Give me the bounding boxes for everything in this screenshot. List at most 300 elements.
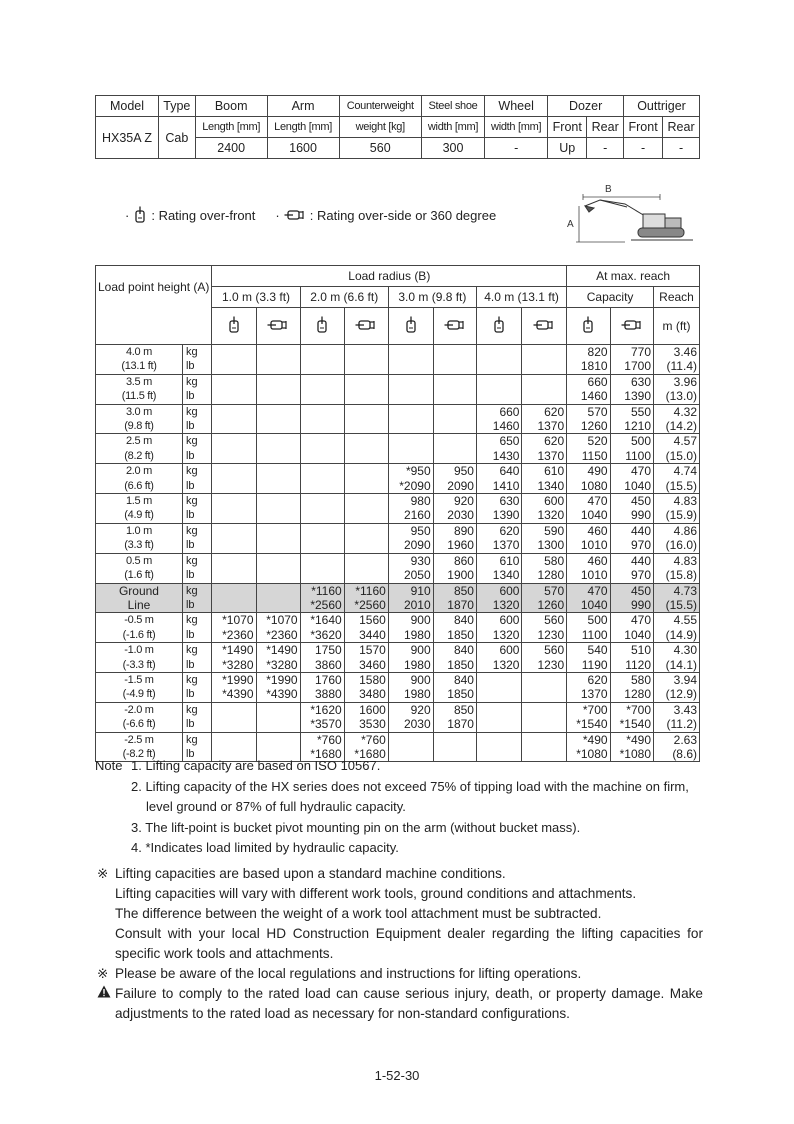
- table-cell: 950: [388, 523, 433, 538]
- table-cell: 620: [476, 523, 522, 538]
- rating-over-front-icon: [492, 316, 506, 334]
- load-radius-header: Load radius (B): [212, 266, 567, 287]
- table-cell: 3440: [344, 628, 388, 643]
- table-cell: 450: [610, 583, 653, 598]
- rating-over-side-icon: [355, 318, 377, 332]
- table-cell: 840: [433, 613, 476, 628]
- table-cell: [212, 702, 256, 717]
- table-cell: 850: [433, 583, 476, 598]
- table-cell: [433, 419, 476, 434]
- table-cell: [256, 494, 300, 509]
- table-row: [96, 359, 700, 374]
- table-cell: [212, 374, 256, 389]
- table-cell: [522, 359, 567, 374]
- row-unit: kg: [182, 583, 211, 598]
- label-a: A: [567, 219, 574, 230]
- table-cell: (11.2): [654, 717, 700, 732]
- table-cell: 770: [610, 345, 653, 360]
- table-cell: 3.96: [654, 374, 700, 389]
- legend-front-label: : Rating over-front: [151, 207, 256, 223]
- table-cell: 570: [567, 404, 610, 419]
- row-height: 3.0 m: [96, 404, 183, 419]
- table-cell: *1070: [256, 613, 300, 628]
- table-cell: 1260: [522, 598, 567, 613]
- note-3: 3. The lift-point is bucket pivot mounting pin on the arm (without bucket mass).: [131, 819, 581, 835]
- table-cell: 610: [476, 553, 522, 568]
- table-cell: 840: [433, 672, 476, 687]
- table-cell: 460: [567, 523, 610, 538]
- table-cell: [388, 419, 433, 434]
- table-cell: 1230: [522, 628, 567, 643]
- table-cell: [300, 389, 344, 404]
- table-cell: 900: [388, 672, 433, 687]
- table-cell: [212, 345, 256, 360]
- table-row: [96, 672, 700, 687]
- table-cell: [433, 449, 476, 464]
- spec-value: 1600: [267, 138, 339, 159]
- table-cell: 1390: [476, 508, 522, 523]
- table-row: [96, 613, 700, 628]
- table-cell: [522, 672, 567, 687]
- table-cell: [212, 523, 256, 538]
- table-cell: [433, 359, 476, 374]
- table-cell: 1080: [567, 479, 610, 494]
- table-cell: [300, 479, 344, 494]
- row-unit: kg: [182, 732, 211, 747]
- table-cell: 460: [567, 553, 610, 568]
- table-cell: 3460: [344, 658, 388, 673]
- excavator-diagram: [565, 180, 700, 250]
- table-cell: 1040: [610, 628, 653, 643]
- icon-cell: [522, 308, 567, 345]
- spec-model: HX35A Z: [96, 117, 159, 159]
- table-cell: 920: [433, 494, 476, 509]
- row-unit: kg: [182, 702, 211, 717]
- table-cell: [212, 434, 256, 449]
- icon-cell: [212, 308, 256, 345]
- table-cell: [256, 419, 300, 434]
- table-cell: 990: [610, 598, 653, 613]
- row-height: 3.5 m: [96, 374, 183, 389]
- table-cell: [344, 434, 388, 449]
- table-cell: *1620: [300, 702, 344, 717]
- table-cell: [433, 404, 476, 419]
- table-cell: 1750: [300, 643, 344, 658]
- table-cell: [212, 732, 256, 747]
- table-cell: 2.63: [654, 732, 700, 747]
- spec-sub: weight [kg]: [339, 117, 421, 138]
- row-height: -0.5 m: [96, 613, 183, 628]
- spec-sub: Front: [624, 117, 663, 138]
- table-cell: [522, 732, 567, 747]
- table-cell: [256, 434, 300, 449]
- table-cell: [256, 583, 300, 598]
- row-unit: kg: [182, 523, 211, 538]
- table-cell: [433, 374, 476, 389]
- lifting-capacity-rows: [96, 345, 700, 762]
- table-cell: 630: [476, 494, 522, 509]
- table-row: [96, 434, 700, 449]
- notes-label: Note: [95, 758, 123, 773]
- row-unit: lb: [182, 449, 211, 464]
- table-cell: 2160: [388, 508, 433, 523]
- table-cell: [344, 523, 388, 538]
- table-cell: 1190: [567, 658, 610, 673]
- table-cell: *3280: [256, 658, 300, 673]
- table-cell: [476, 374, 522, 389]
- table-cell: [256, 553, 300, 568]
- icon-cell: [256, 308, 300, 345]
- table-cell: [433, 389, 476, 404]
- table-cell: 4.57: [654, 434, 700, 449]
- table-cell: [212, 598, 256, 613]
- row-unit: lb: [182, 389, 211, 404]
- table-row: [96, 494, 700, 509]
- rating-over-front-icon: [581, 316, 595, 334]
- legend-side: [275, 208, 496, 223]
- table-cell: 860: [433, 553, 476, 568]
- row-height: -2.5 m: [96, 732, 183, 747]
- table-cell: 1850: [433, 658, 476, 673]
- table-row: [96, 717, 700, 732]
- table-cell: [522, 687, 567, 702]
- table-cell: 1370: [476, 538, 522, 553]
- table-row: [96, 658, 700, 673]
- legend-bullet: ·: [275, 207, 280, 223]
- row-unit: lb: [182, 508, 211, 523]
- row-height: (-6.6 ft): [96, 717, 183, 732]
- table-cell: 920: [388, 702, 433, 717]
- table-cell: *4390: [256, 687, 300, 702]
- spec-value: Up: [548, 138, 587, 159]
- table-cell: *950: [388, 464, 433, 479]
- table-cell: [476, 717, 522, 732]
- legend-bullet: ·: [125, 207, 130, 223]
- page-number: 1-52-30: [374, 1068, 420, 1083]
- row-unit: lb: [182, 479, 211, 494]
- table-cell: 4.30: [654, 643, 700, 658]
- row-unit: kg: [182, 553, 211, 568]
- table-cell: 450: [610, 494, 653, 509]
- table-cell: 1040: [567, 598, 610, 613]
- table-cell: [433, 434, 476, 449]
- table-cell: [433, 732, 476, 747]
- table-cell: [476, 389, 522, 404]
- rating-over-front-icon: [133, 206, 147, 224]
- table-cell: 4.32: [654, 404, 700, 419]
- icon-cell: [388, 308, 433, 345]
- table-cell: 600: [522, 494, 567, 509]
- table-cell: *2090: [388, 479, 433, 494]
- table-cell: [256, 464, 300, 479]
- table-cell: [344, 568, 388, 583]
- table-cell: 3860: [300, 658, 344, 673]
- table-cell: [522, 374, 567, 389]
- table-cell: *1680: [344, 747, 388, 762]
- spec-header: Counterweight: [339, 96, 421, 117]
- table-cell: 970: [610, 568, 653, 583]
- table-cell: 1460: [476, 419, 522, 434]
- table-cell: 1810: [567, 359, 610, 374]
- table-cell: 630: [610, 374, 653, 389]
- row-height: 1.0 m: [96, 523, 183, 538]
- rating-over-side-icon: [533, 318, 555, 332]
- table-cell: [344, 553, 388, 568]
- table-cell: [433, 345, 476, 360]
- table-cell: [256, 449, 300, 464]
- table-cell: [476, 687, 522, 702]
- spec-sub: Rear: [587, 117, 624, 138]
- table-cell: [300, 374, 344, 389]
- dimension-b-line: [583, 194, 660, 200]
- table-cell: 4.74: [654, 464, 700, 479]
- table-row: [96, 568, 700, 583]
- caution-1a: Lifting capacities are based upon a standard machine conditions.: [115, 866, 506, 881]
- table-cell: [388, 732, 433, 747]
- rating-over-side-icon: [444, 318, 466, 332]
- table-cell: *1070: [212, 613, 256, 628]
- table-cell: 2030: [433, 508, 476, 523]
- table-cell: [256, 732, 300, 747]
- table-cell: [212, 404, 256, 419]
- table-cell: *1540: [610, 717, 653, 732]
- legend-side-label: : Rating over-side or 360 degree: [309, 207, 497, 223]
- table-cell: [256, 523, 300, 538]
- table-cell: [256, 508, 300, 523]
- rating-over-side-icon: [621, 318, 643, 332]
- row-unit: kg: [182, 613, 211, 628]
- capacity-header: Capacity: [567, 287, 654, 308]
- table-cell: [300, 449, 344, 464]
- table-cell: [344, 345, 388, 360]
- table-cell: 3.46: [654, 345, 700, 360]
- spec-value: -: [624, 138, 663, 159]
- table-cell: 1280: [610, 687, 653, 702]
- table-cell: 620: [522, 434, 567, 449]
- table-cell: [344, 479, 388, 494]
- reference-mark: ※: [97, 966, 109, 981]
- table-cell: 2090: [433, 479, 476, 494]
- rating-over-front-icon: [404, 316, 418, 334]
- table-cell: *760: [344, 732, 388, 747]
- caution-1d: Consult with your local HD Construction Equipment dealer regarding the lifting capacities for specific work tools and attachments.: [115, 926, 703, 961]
- row-unit: kg: [182, 404, 211, 419]
- table-cell: 1980: [388, 687, 433, 702]
- table-cell: [256, 404, 300, 419]
- row-unit: lb: [182, 598, 211, 613]
- row-height: (1.6 ft): [96, 568, 183, 583]
- table-cell: 1560: [344, 613, 388, 628]
- caution-1b: Lifting capacities will vary with different work tools, ground conditions and attachments.: [115, 886, 637, 901]
- table-cell: *1160: [300, 583, 344, 598]
- table-cell: 1980: [388, 628, 433, 643]
- row-height: (-4.9 ft): [96, 687, 183, 702]
- table-cell: *2560: [300, 598, 344, 613]
- row-height: 2.5 m: [96, 434, 183, 449]
- row-height: -1.5 m: [96, 672, 183, 687]
- table-cell: [212, 538, 256, 553]
- table-cell: 1570: [344, 643, 388, 658]
- radius-header: 3.0 m (9.8 ft): [388, 287, 476, 308]
- table-cell: 660: [476, 404, 522, 419]
- table-cell: 1850: [433, 628, 476, 643]
- table-cell: (15.0): [654, 449, 700, 464]
- rating-legend: [125, 206, 496, 224]
- table-cell: 1320: [476, 598, 522, 613]
- table-cell: *1160: [344, 583, 388, 598]
- table-cell: [300, 553, 344, 568]
- icon-cell: [344, 308, 388, 345]
- table-cell: [256, 717, 300, 732]
- load-point-header: Load point height (A): [96, 266, 212, 308]
- spec-header: Steel shoe: [421, 96, 484, 117]
- table-cell: 470: [610, 464, 653, 479]
- table-cell: 3.94: [654, 672, 700, 687]
- table-cell: *2360: [256, 628, 300, 643]
- caution-3: Failure to comply to the rated load can cause serious injury, death, or property damage. Make adjustments to the rated load as necessary for non-standard configurations.: [115, 986, 703, 1021]
- table-cell: 1760: [300, 672, 344, 687]
- table-row: [96, 702, 700, 717]
- table-cell: *3570: [300, 717, 344, 732]
- table-cell: 440: [610, 523, 653, 538]
- row-height: 0.5 m: [96, 553, 183, 568]
- table-cell: [476, 702, 522, 717]
- table-cell: [344, 374, 388, 389]
- table-row: [96, 479, 700, 494]
- table-cell: [212, 494, 256, 509]
- table-cell: *700: [610, 702, 653, 717]
- table-cell: 4.83: [654, 553, 700, 568]
- table-cell: *1490: [212, 643, 256, 658]
- table-cell: [522, 717, 567, 732]
- row-height: (4.9 ft): [96, 508, 183, 523]
- table-cell: 890: [433, 523, 476, 538]
- row-unit: lb: [182, 419, 211, 434]
- row-unit: kg: [182, 643, 211, 658]
- table-row: [96, 374, 700, 389]
- table-cell: 1300: [522, 538, 567, 553]
- row-height: Ground: [96, 583, 183, 598]
- table-cell: 1040: [610, 479, 653, 494]
- table-cell: 980: [388, 494, 433, 509]
- table-cell: [344, 389, 388, 404]
- table-cell: 4.83: [654, 494, 700, 509]
- table-row: [96, 404, 700, 419]
- table-cell: 1430: [476, 449, 522, 464]
- table-cell: *1080: [567, 747, 610, 762]
- table-cell: [300, 538, 344, 553]
- spec-value: -: [663, 138, 700, 159]
- spec-value: -: [587, 138, 624, 159]
- table-cell: 1900: [433, 568, 476, 583]
- table-cell: *3280: [212, 658, 256, 673]
- table-cell: 1340: [522, 479, 567, 494]
- table-cell: [212, 389, 256, 404]
- table-cell: 1600: [344, 702, 388, 717]
- icon-cell: [300, 308, 344, 345]
- table-cell: 1580: [344, 672, 388, 687]
- table-cell: 470: [610, 613, 653, 628]
- table-cell: (15.5): [654, 598, 700, 613]
- table-cell: (14.2): [654, 419, 700, 434]
- table-cell: *700: [567, 702, 610, 717]
- table-cell: *490: [567, 732, 610, 747]
- legend-front: [125, 206, 255, 224]
- table-cell: [300, 508, 344, 523]
- table-cell: 540: [567, 643, 610, 658]
- table-cell: *2560: [344, 598, 388, 613]
- row-unit: lb: [182, 687, 211, 702]
- table-cell: 2030: [388, 717, 433, 732]
- row-unit: lb: [182, 717, 211, 732]
- row-height: (8.2 ft): [96, 449, 183, 464]
- spec-sub: width [mm]: [485, 117, 548, 138]
- table-cell: [300, 494, 344, 509]
- table-cell: 1100: [610, 449, 653, 464]
- notes-section: [95, 756, 715, 859]
- table-cell: (11.4): [654, 359, 700, 374]
- table-cell: 580: [522, 553, 567, 568]
- note-4: 4. *Indicates load limited by hydraulic capacity.: [131, 840, 399, 855]
- caution-2: Please be aware of the local regulations and instructions for lifting operations.: [115, 966, 582, 981]
- table-cell: *2360: [212, 628, 256, 643]
- spec-sub: Front: [548, 117, 587, 138]
- row-unit: lb: [182, 538, 211, 553]
- table-cell: [256, 479, 300, 494]
- table-cell: [212, 449, 256, 464]
- table-cell: 4.73: [654, 583, 700, 598]
- table-cell: [300, 359, 344, 374]
- reach-header: Reach: [654, 287, 700, 308]
- table-cell: 1370: [522, 419, 567, 434]
- table-cell: 500: [610, 434, 653, 449]
- icon-cell: [476, 308, 522, 345]
- table-cell: 1340: [476, 568, 522, 583]
- table-cell: [388, 374, 433, 389]
- table-cell: *1080: [610, 747, 653, 762]
- row-height: 2.0 m: [96, 464, 183, 479]
- table-cell: [212, 553, 256, 568]
- table-cell: (14.9): [654, 628, 700, 643]
- table-cell: 620: [522, 404, 567, 419]
- row-unit: kg: [182, 434, 211, 449]
- table-cell: (15.8): [654, 568, 700, 583]
- table-cell: [212, 508, 256, 523]
- table-cell: 2010: [388, 598, 433, 613]
- table-cell: (16.0): [654, 538, 700, 553]
- table-cell: [344, 449, 388, 464]
- table-cell: [388, 389, 433, 404]
- row-height: (-8.2 ft): [96, 747, 183, 762]
- table-cell: 840: [433, 643, 476, 658]
- table-cell: [256, 568, 300, 583]
- table-cell: (15.9): [654, 508, 700, 523]
- table-cell: 1960: [433, 538, 476, 553]
- table-cell: 1700: [610, 359, 653, 374]
- table-cell: [300, 434, 344, 449]
- table-cell: 510: [610, 643, 653, 658]
- row-height: (9.8 ft): [96, 419, 183, 434]
- table-cell: 3480: [344, 687, 388, 702]
- table-cell: [522, 702, 567, 717]
- table-cell: 1850: [433, 687, 476, 702]
- table-cell: [476, 345, 522, 360]
- table-cell: [256, 538, 300, 553]
- spec-value: 300: [421, 138, 484, 159]
- table-row: [96, 523, 700, 538]
- table-cell: [256, 374, 300, 389]
- spec-table: [95, 95, 700, 159]
